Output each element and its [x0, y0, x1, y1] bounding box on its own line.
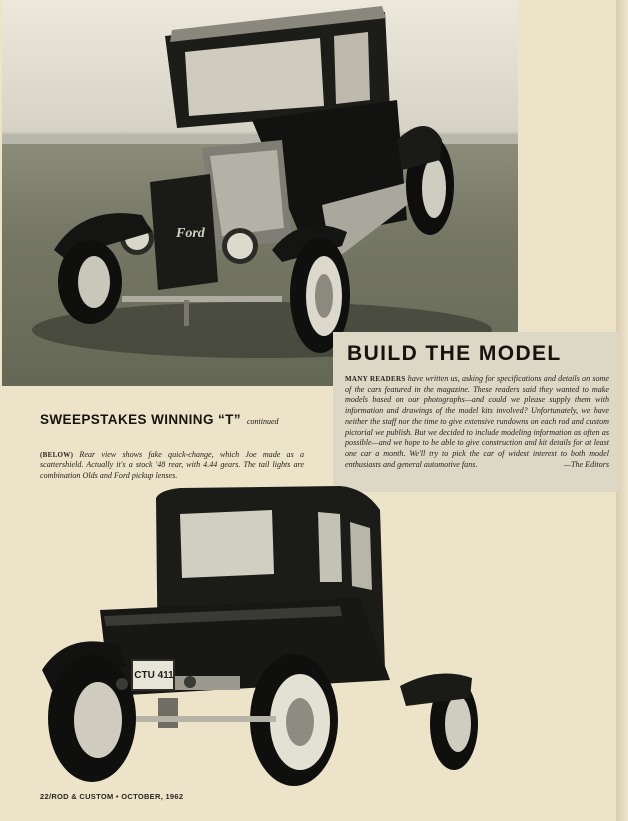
license-plate: CTU 411 — [134, 670, 174, 681]
article-headline — [40, 412, 279, 427]
rear-view-photo — [40, 470, 480, 788]
model-heading: BUILD THE MODEL — [347, 342, 562, 365]
build-the-model-box — [333, 332, 619, 492]
continued-label: continued — [246, 417, 279, 426]
editors-signature: —The Editors — [563, 459, 609, 469]
headline-text: SWEEPSTAKES WINNING “T” — [40, 412, 241, 427]
page-folio: 22/ROD & CUSTOM • OCTOBER, 1962 — [40, 792, 184, 801]
model-lead: MANY READERS — [345, 375, 406, 383]
front-view-photo — [2, 0, 518, 386]
caption-body: Rear view shows fake quick-change, which Joe made as a scattershield. Actually it's a stock '48 rear, with 4.44 gears. The tail lights are combination Olds and Ford pickup lenses. — [40, 450, 304, 480]
caption-lead: (BELOW) — [40, 451, 74, 459]
ford-badge: Ford — [176, 226, 205, 241]
model-text — [345, 374, 609, 470]
model-body: have written us, asking for specifications and details on some of the cars featured in the magazine. These readers said they wanted to make models based on our photographs—and could we please supply them with information and drawings of the model kits involved? Unfortunately, we have neither the staff nor the time to give extensive rundowns on each rod and custom pictorial we publish. But we decided to include modeling information as often as possible—and we hope to be able to give construction and kit details for at least one car a month. We'll try to pick the car of widest interest to both model enthusiasts and general automotive fans. — [345, 374, 609, 469]
